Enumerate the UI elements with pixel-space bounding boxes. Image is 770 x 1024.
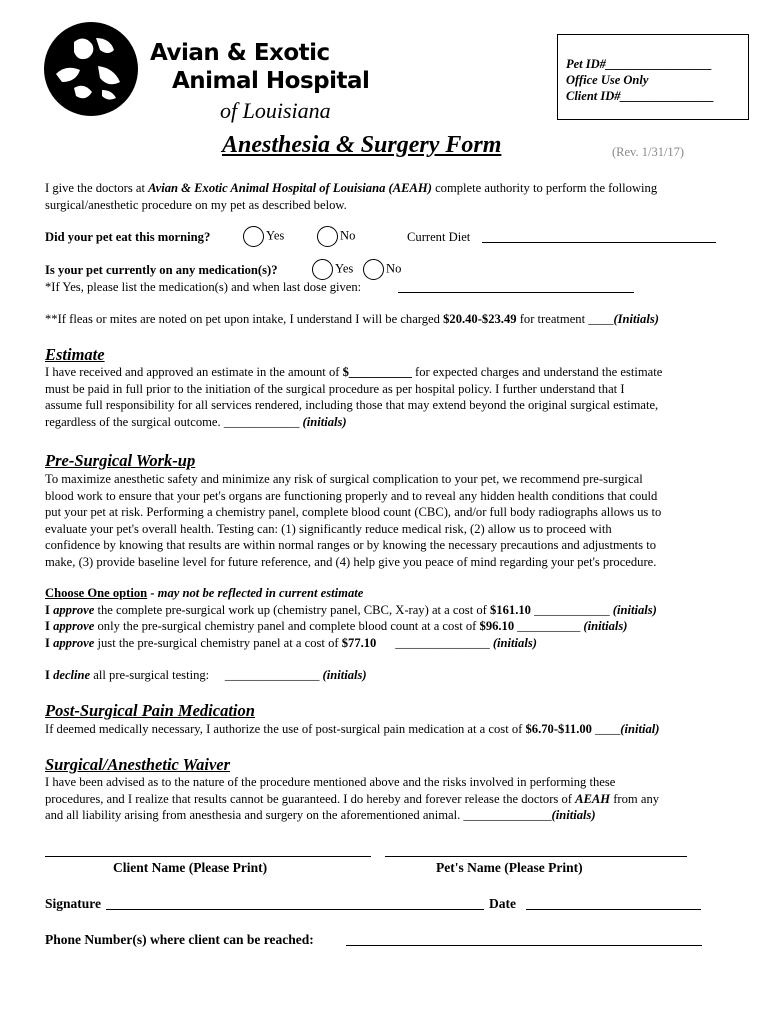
date-label: Date: [489, 896, 516, 911]
eat-no-option[interactable]: No: [317, 226, 355, 247]
signature-field[interactable]: [106, 909, 484, 910]
date-field[interactable]: [526, 909, 701, 910]
intro-paragraph: I give the doctors at Avian & Exotic Animal Hospital of Louisiana (AEAH) complete authority to perform the following surgical/anesthetic procedure on my pet as described below.: [45, 181, 658, 212]
medication-list-label: *If Yes, please list the medication(s) and when last dose given:: [45, 280, 362, 294]
phone-field[interactable]: [346, 945, 702, 946]
option-chem-only[interactable]: I approve just the pre-surgical chemistry panel at a cost of $77.10 _______________ (initials): [45, 635, 537, 650]
client-id-field[interactable]: Client ID#_______________: [566, 89, 715, 103]
presurgical-options: Choose One option - may not be reflected in current estimate I approve the complete pre-surgical work up (chemistry panel, CBC, X-ray) at a cost of $161.10 ____________ (initials) I approve only the pre-surgical chemistry panel and complete blood count at a cost of $96.10 __________ (initials) I approve just the pre-surgical chemistry panel at a cost of $77.10 _______________ (initials): [45, 586, 657, 650]
org-name-line3: of Louisiana: [220, 98, 331, 123]
question-eat: Did your pet eat this morning?: [45, 230, 211, 244]
waiver-heading: Surgical/Anesthetic Waiver: [45, 755, 231, 774]
pet-name-label: Pet's Name (Please Print): [436, 860, 583, 875]
presurgical-paragraph: To maximize anesthetic safety and minimize any risk of surgical complication to your pet, we recommend pre-surgical blood work to ensure that your pet's organs are functioning properly and to reveal any hidden health conditions that could put your pet at risk. Performing a chemistry panel, complete blood count (CBC), and/or full body radiographs allows us to evaluate your pet's overall health. Testing can: (1) significantly reduce medical risk, (2) allow us to proceed with confidence by knowing that results are within normal ranges or by knowing the necessary precautions and adjustments to make, (3) provide baseline level for future reference, and (4) help give you peace of mind regarding your pet's procedure.: [45, 472, 662, 569]
flea-treatment-line: **If fleas or mites are noted on pet upon intake, I understand I will be charged $20.40-$23.49 for treatment ____(Initials): [45, 312, 659, 326]
office-use-label: Office Use Only: [566, 73, 649, 87]
org-name-line2: Animal Hospital: [172, 68, 370, 94]
pain-paragraph: If deemed medically necessary, I authorize the use of post-surgical pain medication at a cost of $6.70-$11.00 ____(initial): [45, 722, 660, 736]
phone-label: Phone Number(s) where client can be reached:: [45, 932, 314, 947]
client-name-line[interactable]: [45, 856, 371, 857]
estimate-paragraph: I have received and approved an estimate in the amount of $__________ for expected charges and understand the estimate must be paid in full prior to the initiation of the surgical procedure as per hospital policy. I further understand that I assume full responsibility for all services rendered, including those that may extend beyond the original surgical estimate, regardless of the surgical outcome. ____________ (initials): [45, 365, 663, 429]
form-title: Anesthesia & Surgery Form: [222, 132, 502, 158]
eat-yes-radio[interactable]: [243, 226, 264, 247]
med-no-option[interactable]: No: [363, 259, 401, 280]
office-id-box: [557, 34, 749, 120]
eat-yes-option[interactable]: Yes: [243, 226, 284, 247]
med-yes-radio[interactable]: [312, 259, 333, 280]
waiver-paragraph: I have been advised as to the nature of the procedure mentioned above and the risks involved in performing these procedures, and I realize that results cannot be guaranteed. I do hereby and forever release the doctors of AEAH from any and all liability arising from anesthesia and surgery on the aforementioned animal. ______________(initials): [45, 775, 660, 822]
med-yes-option[interactable]: Yes: [312, 259, 353, 280]
eat-no-radio[interactable]: [317, 226, 338, 247]
hospital-logo-icon: [44, 22, 138, 116]
revision-date: (Rev. 1/31/17): [612, 145, 685, 159]
pain-heading: Post-Surgical Pain Medication: [45, 701, 255, 720]
presurgical-heading: Pre-Surgical Work-up: [45, 451, 196, 470]
signature-label: Signature: [45, 896, 102, 911]
pet-id-field[interactable]: Pet ID#_________________: [566, 57, 713, 71]
option-complete-workup[interactable]: I approve the complete pre-surgical work up (chemistry panel, CBC, X-ray) at a cost of $161.10 ____________ (initials): [45, 602, 657, 617]
client-name-label: Client Name (Please Print): [113, 860, 268, 875]
estimate-heading: Estimate: [45, 345, 105, 364]
medication-list-field[interactable]: [398, 292, 634, 293]
question-medication: Is your pet currently on any medication(s)?: [45, 263, 278, 277]
current-diet-field[interactable]: [482, 242, 716, 243]
option-decline[interactable]: I decline all pre-surgical testing: _______________ (initials): [45, 668, 367, 682]
med-no-radio[interactable]: [363, 259, 384, 280]
pet-name-line[interactable]: [385, 856, 687, 857]
org-name-line1: Avian & Exotic: [150, 40, 330, 66]
current-diet-label: Current Diet: [407, 230, 471, 244]
option-chem-cbc[interactable]: I approve only the pre-surgical chemistry panel and complete blood count at a cost of $96.10 __________ (initials): [45, 619, 628, 633]
